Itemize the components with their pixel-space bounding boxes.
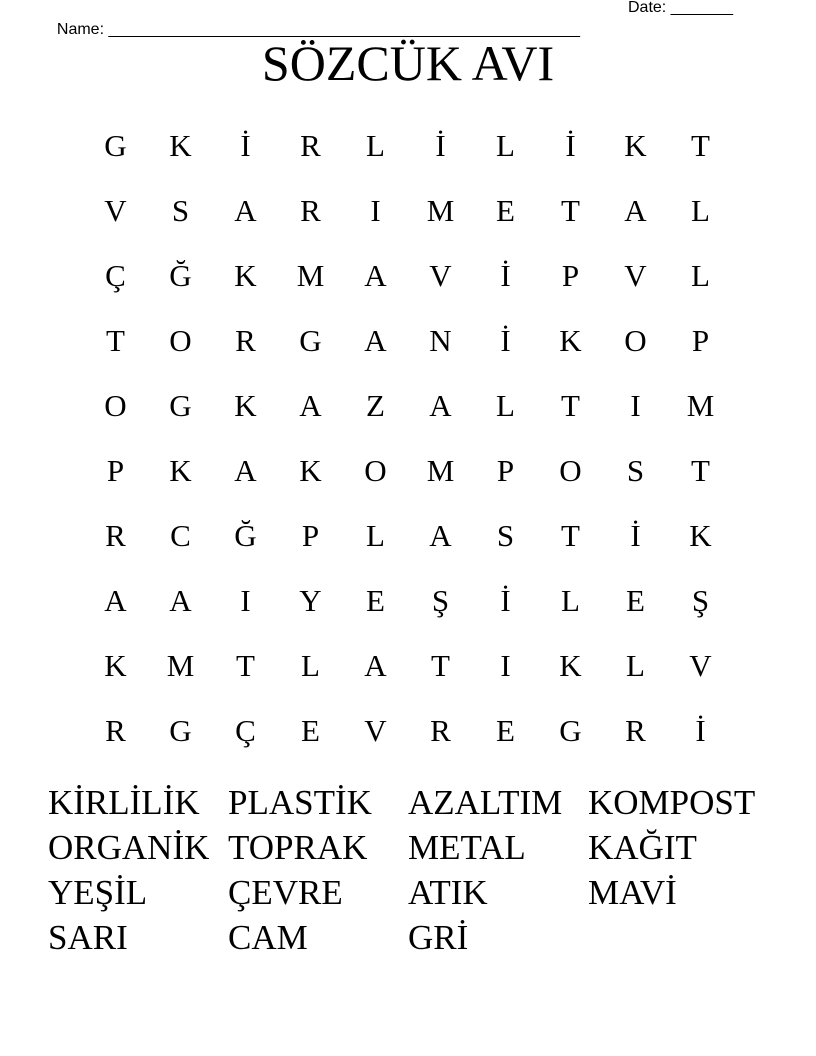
grid-letter: K: [169, 127, 192, 163]
grid-letter: K: [299, 452, 322, 488]
name-field-label: Name: _____________________________________________________: [56, 21, 581, 38]
grid-letter: T: [236, 647, 255, 683]
grid-letter: A: [364, 322, 387, 358]
word-bank-item: KİRLİLİK: [48, 783, 200, 822]
grid-letter: K: [169, 452, 192, 488]
grid-letter: L: [496, 127, 515, 163]
grid-letter: A: [169, 582, 192, 618]
grid-letter: M: [426, 192, 455, 228]
grid-letter: P: [106, 452, 125, 488]
word-bank-item: CAM: [228, 918, 308, 957]
grid-letter: C: [170, 517, 191, 553]
grid-letter: R: [235, 322, 256, 358]
grid-letter: N: [429, 322, 452, 358]
word-bank-item: MAVİ: [588, 873, 677, 912]
grid-letter: S: [626, 452, 645, 488]
grid-letter: T: [106, 322, 125, 358]
grid-letter: K: [234, 257, 257, 293]
grid-letter: T: [561, 192, 580, 228]
date-field-label: Date: _______: [628, 0, 733, 16]
grid-letter: P: [561, 257, 580, 293]
grid-letter: L: [366, 517, 385, 553]
grid-letter: E: [496, 192, 515, 228]
grid-letter: İ: [695, 712, 706, 748]
grid-letter: R: [625, 712, 646, 748]
grid-letter: T: [691, 452, 710, 488]
grid-letter: G: [169, 387, 192, 423]
grid-letter: T: [431, 647, 450, 683]
grid-letter: K: [559, 322, 582, 358]
grid-letter: R: [105, 712, 126, 748]
grid-letter: V: [364, 712, 387, 748]
grid-letter: G: [104, 127, 127, 163]
grid-letter: I: [630, 387, 641, 423]
grid-letter: M: [686, 387, 715, 423]
grid-letter: Ş: [431, 582, 450, 618]
word-bank-item: AZALTIM: [408, 783, 563, 822]
grid-letter: E: [496, 712, 515, 748]
word-bank-item: SARI: [48, 918, 128, 957]
grid-letter: L: [301, 647, 320, 683]
grid-letter: A: [429, 387, 452, 423]
grid-letter: İ: [630, 517, 641, 553]
grid-letter: T: [691, 127, 710, 163]
word-bank-item: ORGANİK: [48, 828, 210, 867]
grid-letter: Ğ: [169, 257, 192, 293]
word-bank-item: TOPRAK: [228, 828, 368, 867]
grid-letter: E: [301, 712, 320, 748]
grid-letter: Ş: [691, 582, 710, 618]
grid-letter: P: [301, 517, 320, 553]
grid-letter: G: [559, 712, 582, 748]
word-bank-item: METAL: [408, 828, 526, 867]
grid-letter: K: [559, 647, 582, 683]
grid-letter: V: [429, 257, 452, 293]
grid-letter: S: [171, 192, 190, 228]
word-bank: [48, 780, 768, 960]
grid-letter: L: [626, 647, 645, 683]
puzzle-title: SÖZCÜK AVI: [261, 35, 555, 91]
grid-letter: A: [364, 257, 387, 293]
grid-letter: R: [300, 192, 321, 228]
grid-letter: K: [104, 647, 127, 683]
grid-letter: İ: [565, 127, 576, 163]
word-bank-item: PLASTİK: [228, 783, 372, 822]
grid-letter: T: [561, 387, 580, 423]
grid-letter: O: [559, 452, 582, 488]
grid-letter: E: [366, 582, 385, 618]
grid-letter: A: [624, 192, 647, 228]
grid-letter: V: [689, 647, 712, 683]
grid-letter: İ: [240, 127, 251, 163]
grid-letter: I: [370, 192, 381, 228]
word-bank-item: ÇEVRE: [228, 873, 343, 912]
grid-letter: Ğ: [234, 517, 257, 553]
grid-letter: M: [166, 647, 195, 683]
grid-letter: K: [689, 517, 712, 553]
grid-letter: P: [691, 322, 710, 358]
grid-letter: A: [429, 517, 452, 553]
grid-letter: I: [240, 582, 251, 618]
grid-letter: R: [300, 127, 321, 163]
grid-letter: K: [234, 387, 257, 423]
grid-letter: M: [426, 452, 455, 488]
grid-letter: O: [624, 322, 647, 358]
word-bank-item: ATIK: [408, 873, 488, 912]
grid-letter: L: [561, 582, 580, 618]
grid-letter: Ç: [235, 712, 256, 748]
grid-letter: R: [105, 517, 126, 553]
grid-letter: R: [430, 712, 451, 748]
word-bank-item: YEŞİL: [48, 873, 148, 912]
grid-letter: G: [169, 712, 192, 748]
word-bank-item: KOMPOST: [588, 783, 756, 822]
grid-letter: A: [234, 452, 257, 488]
grid-letter: V: [624, 257, 647, 293]
grid-letter: I: [500, 647, 511, 683]
grid-letter: T: [561, 517, 580, 553]
grid-letter: P: [496, 452, 515, 488]
word-bank-item: KAĞIT: [588, 828, 697, 867]
grid-letter: O: [169, 322, 192, 358]
grid-letter: Z: [366, 387, 385, 423]
grid-letter: Ç: [105, 257, 126, 293]
grid-letter: M: [296, 257, 325, 293]
grid-letter: L: [366, 127, 385, 163]
grid-letter: İ: [500, 322, 511, 358]
grid-letter: O: [364, 452, 387, 488]
grid-letter: V: [104, 192, 127, 228]
grid-letter: K: [624, 127, 647, 163]
letter-grid: [83, 113, 733, 763]
grid-letter: A: [234, 192, 257, 228]
grid-letter: G: [299, 322, 322, 358]
grid-letter: O: [104, 387, 127, 423]
grid-letter: İ: [435, 127, 446, 163]
grid-letter: L: [691, 192, 710, 228]
grid-letter: İ: [500, 582, 511, 618]
grid-letter: E: [626, 582, 645, 618]
grid-letter: A: [104, 582, 127, 618]
grid-letter: Y: [299, 582, 322, 618]
grid-letter: A: [299, 387, 322, 423]
grid-letter: L: [496, 387, 515, 423]
grid-letter: S: [496, 517, 515, 553]
grid-letter: İ: [500, 257, 511, 293]
word-bank-item: GRİ: [408, 918, 469, 957]
grid-letter: A: [364, 647, 387, 683]
grid-letter: L: [691, 257, 710, 293]
